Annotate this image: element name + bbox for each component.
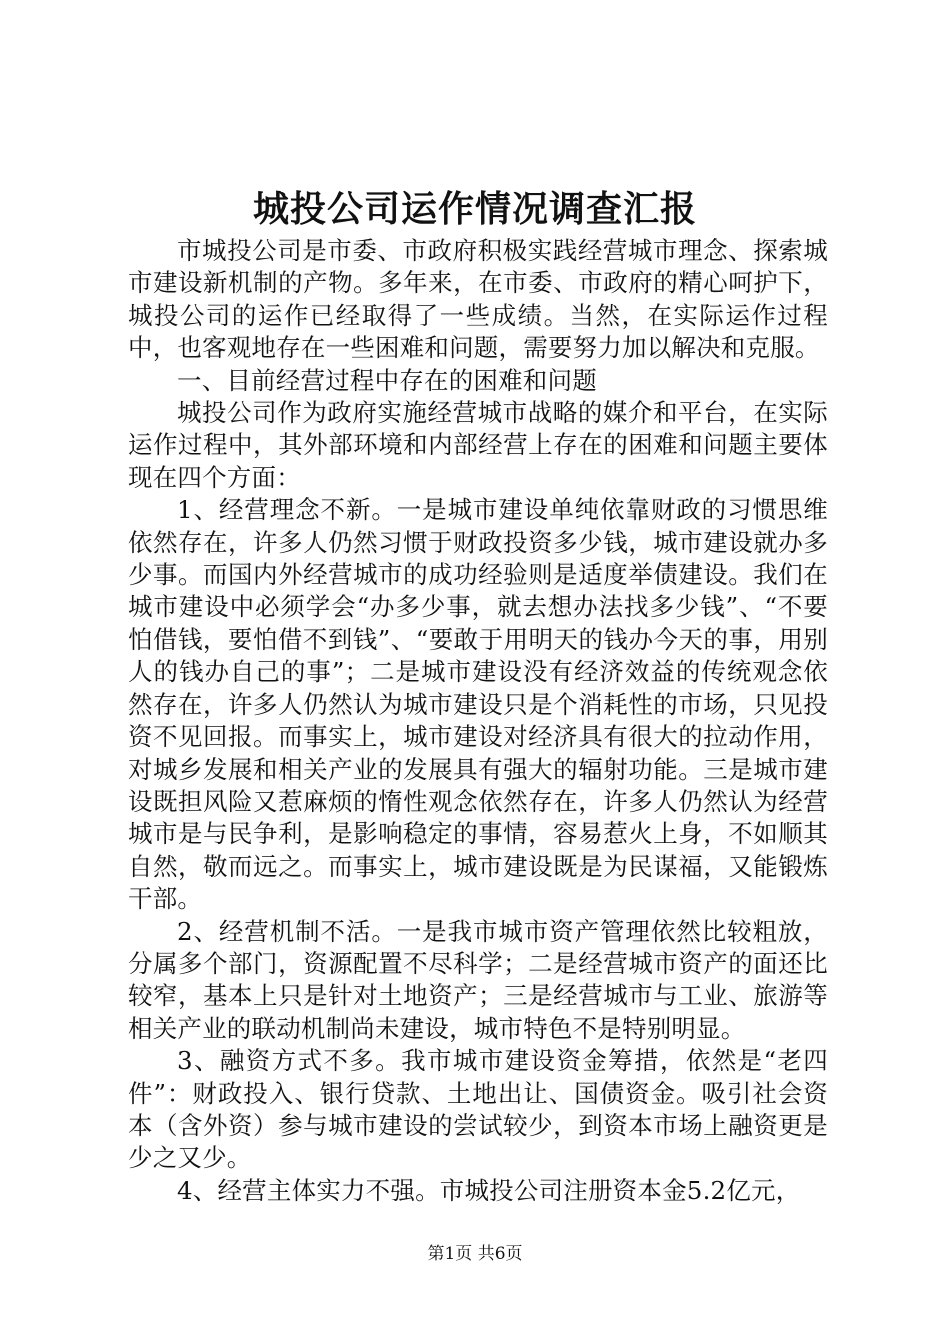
paragraph-overview: 城投公司作为政府实施经营城市战略的媒介和平台，在实际运作过程中，其外部环境和内部经营上存在的困难和问题主要体现在四个方面： [128, 398, 828, 492]
paragraph-item-4: 4、经营主体实力不强。市城投公司注册资本金5.2亿元， [177, 1175, 801, 1205]
paragraph-intro: 市城投公司是市委、市政府积极实践经营城市理念、探索城市建设新机制的产物。多年来，在市委、市政府的精心呵护下，城投公司的运作已经取得了一些成绩。当然，在实际运作过程中，也客观地存在一些困难和问题，需要努力加以解决和克服。 [128, 236, 828, 363]
page-footer: 第1页 共6页 [427, 1244, 523, 1264]
paragraph-item-1: 1、经营理念不新。一是城市建设单纯依靠财政的习惯思维依然存在，许多人仍然习惯于财政投资多少钱，城市建设就办多少事。而国内外经营城市的成功经验则是适度举债建设。我们在城市建设中必须学会“办多少事，就去想办法找多少钱”、“不要怕借钱，要怕借不到钱”、“要敢于用明天的钱办今天的事，用别人的钱办自己的事”；二是城市建设没有经济效益的传统观念依然存在，许多人仍然认为城市建设只是个消耗性的市场，只见投资不见回报。而事实上，城市建设对经济具有很大的拉动作用，对城乡发展和相关产业的发展具有强大的辐射功能。三是城市建设既担风险又惹麻烦的惰性观念依然存在，许多人仍然认为经营城市是与民争利，是影响稳定的事情，容易惹火上身，不如顺其自然，敬而远之。而事实上，城市建设既是为民谋福，又能锻炼干部。 [128, 495, 828, 914]
document-body [128, 235, 828, 1207]
paragraph-item-3: 3、融资方式不多。我市城市建设资金筹措，依然是“老四件”：财政投入、银行贷款、土地出让、国债资金。吸引社会资本（含外资）参与城市建设的尝试较少，到资本市场上融资更是少之又少。 [128, 1046, 828, 1173]
document-title: 城投公司运作情况调查汇报 [252, 188, 697, 230]
paragraph-item-2: 2、经营机制不活。一是我市城市资产管理依然比较粗放，分属多个部门，资源配置不尽科学；二是经营城市资产的面还比较窄，基本上只是针对土地资产；三是经营城市与工业、旅游等相关产业的联动机制尚未建设，城市特色不是特别明显。 [128, 916, 828, 1043]
section-heading: 一、目前经营过程中存在的困难和问题 [177, 365, 597, 395]
